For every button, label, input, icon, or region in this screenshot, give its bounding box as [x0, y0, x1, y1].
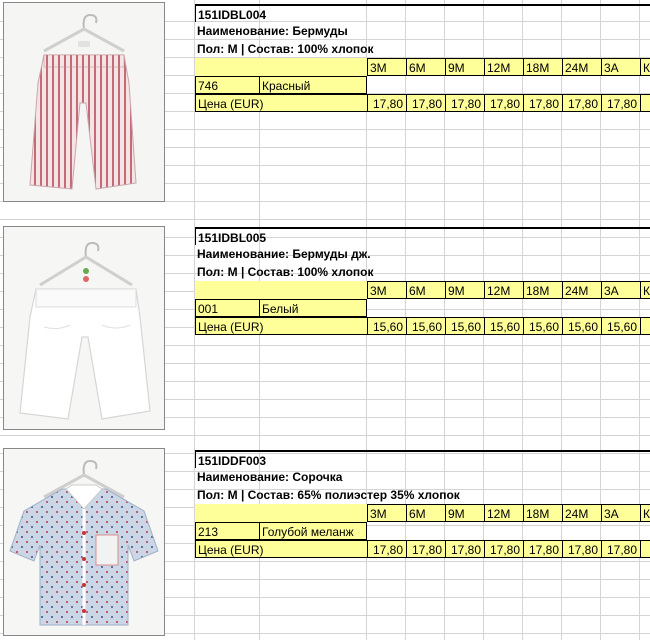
- price-cell-empty: [640, 317, 650, 335]
- product-block: [195, 4, 650, 112]
- size-header: 3M: [367, 281, 407, 299]
- price-row: [195, 94, 650, 112]
- price-cell: 17,80: [562, 94, 602, 112]
- product-block: [195, 227, 650, 335]
- price-cell: 15,60: [601, 317, 641, 335]
- size-header: 12M: [484, 58, 524, 76]
- price-cell: 15,60: [406, 317, 446, 335]
- color-code: 746: [195, 76, 260, 94]
- price-cell-empty: [640, 94, 650, 112]
- price-row: [195, 317, 650, 335]
- product-name: Наименование: Сорочка: [197, 470, 343, 484]
- size-header-spacer: [195, 281, 367, 299]
- color-name: Голубой меланж: [259, 522, 367, 540]
- product-composition: Пол: M | Состав: 65% полиэстер 35% хлопок: [197, 488, 460, 502]
- price-cell: 17,80: [523, 540, 563, 558]
- price-cell: 17,80: [601, 94, 641, 112]
- size-header: 3A: [601, 58, 641, 76]
- price-cell: 17,80: [367, 94, 407, 112]
- color-name: Красный: [259, 76, 367, 94]
- price-cell-empty: [640, 540, 650, 558]
- price-label: Цена (EUR): [195, 317, 368, 335]
- size-header: 9M: [445, 281, 485, 299]
- product-image-dotted-shirt: [3, 448, 165, 636]
- price-row: [195, 540, 650, 558]
- size-header: 3M: [367, 504, 407, 522]
- product-composition: Пол: M | Состав: 100% хлопок: [197, 42, 374, 56]
- size-header-spacer: [195, 504, 367, 522]
- color-name: Белый: [259, 299, 367, 317]
- size-header: 6M: [406, 281, 446, 299]
- price-cell: 15,60: [445, 317, 485, 335]
- price-cell: 15,60: [484, 317, 524, 335]
- size-header: К: [640, 58, 650, 76]
- size-header-row: [195, 281, 650, 299]
- price-label: Цена (EUR): [195, 94, 368, 112]
- price-label: Цена (EUR): [195, 540, 368, 558]
- size-header: К: [640, 504, 650, 522]
- product-image-striped-shorts: [3, 2, 165, 202]
- size-header: 24M: [562, 504, 602, 522]
- size-header-row: [195, 504, 650, 522]
- color-code: 001: [195, 299, 260, 317]
- product-sku: 151IDBL005: [195, 227, 650, 245]
- size-header: 9M: [445, 504, 485, 522]
- size-header: 3M: [367, 58, 407, 76]
- product-name: Наименование: Бермуды: [197, 24, 348, 38]
- size-header: 18M: [523, 281, 563, 299]
- price-cell: 17,80: [484, 540, 524, 558]
- product-name: Наименование: Бермуды дж.: [197, 247, 371, 261]
- price-cell: 17,80: [445, 540, 485, 558]
- product-sku: 151IDDF003: [195, 450, 650, 468]
- size-header: 3A: [601, 281, 641, 299]
- size-header: 18M: [523, 504, 563, 522]
- size-header: 6M: [406, 58, 446, 76]
- size-header: 24M: [562, 58, 602, 76]
- size-header: 9M: [445, 58, 485, 76]
- price-cell: 17,80: [406, 540, 446, 558]
- product-composition: Пол: M | Состав: 100% хлопок: [197, 265, 374, 279]
- size-header: К: [640, 281, 650, 299]
- size-header: 24M: [562, 281, 602, 299]
- product-image-white-shorts: [3, 226, 165, 430]
- color-code: 213: [195, 522, 260, 540]
- size-header-row: [195, 58, 650, 76]
- size-header-spacer: [195, 58, 367, 76]
- price-cell: 15,60: [523, 317, 563, 335]
- price-cell: 15,60: [367, 317, 407, 335]
- price-cell: 17,80: [484, 94, 524, 112]
- price-cell: 15,60: [562, 317, 602, 335]
- size-header: 18M: [523, 58, 563, 76]
- size-header: 6M: [406, 504, 446, 522]
- size-header: 3A: [601, 504, 641, 522]
- price-cell: 17,80: [601, 540, 641, 558]
- price-cell: 17,80: [445, 94, 485, 112]
- size-header: 12M: [484, 281, 524, 299]
- size-header: 12M: [484, 504, 524, 522]
- product-sku: 151IDBL004: [195, 4, 650, 22]
- price-cell: 17,80: [562, 540, 602, 558]
- product-block: [195, 450, 650, 558]
- price-cell: 17,80: [406, 94, 446, 112]
- price-cell: 17,80: [367, 540, 407, 558]
- price-cell: 17,80: [523, 94, 563, 112]
